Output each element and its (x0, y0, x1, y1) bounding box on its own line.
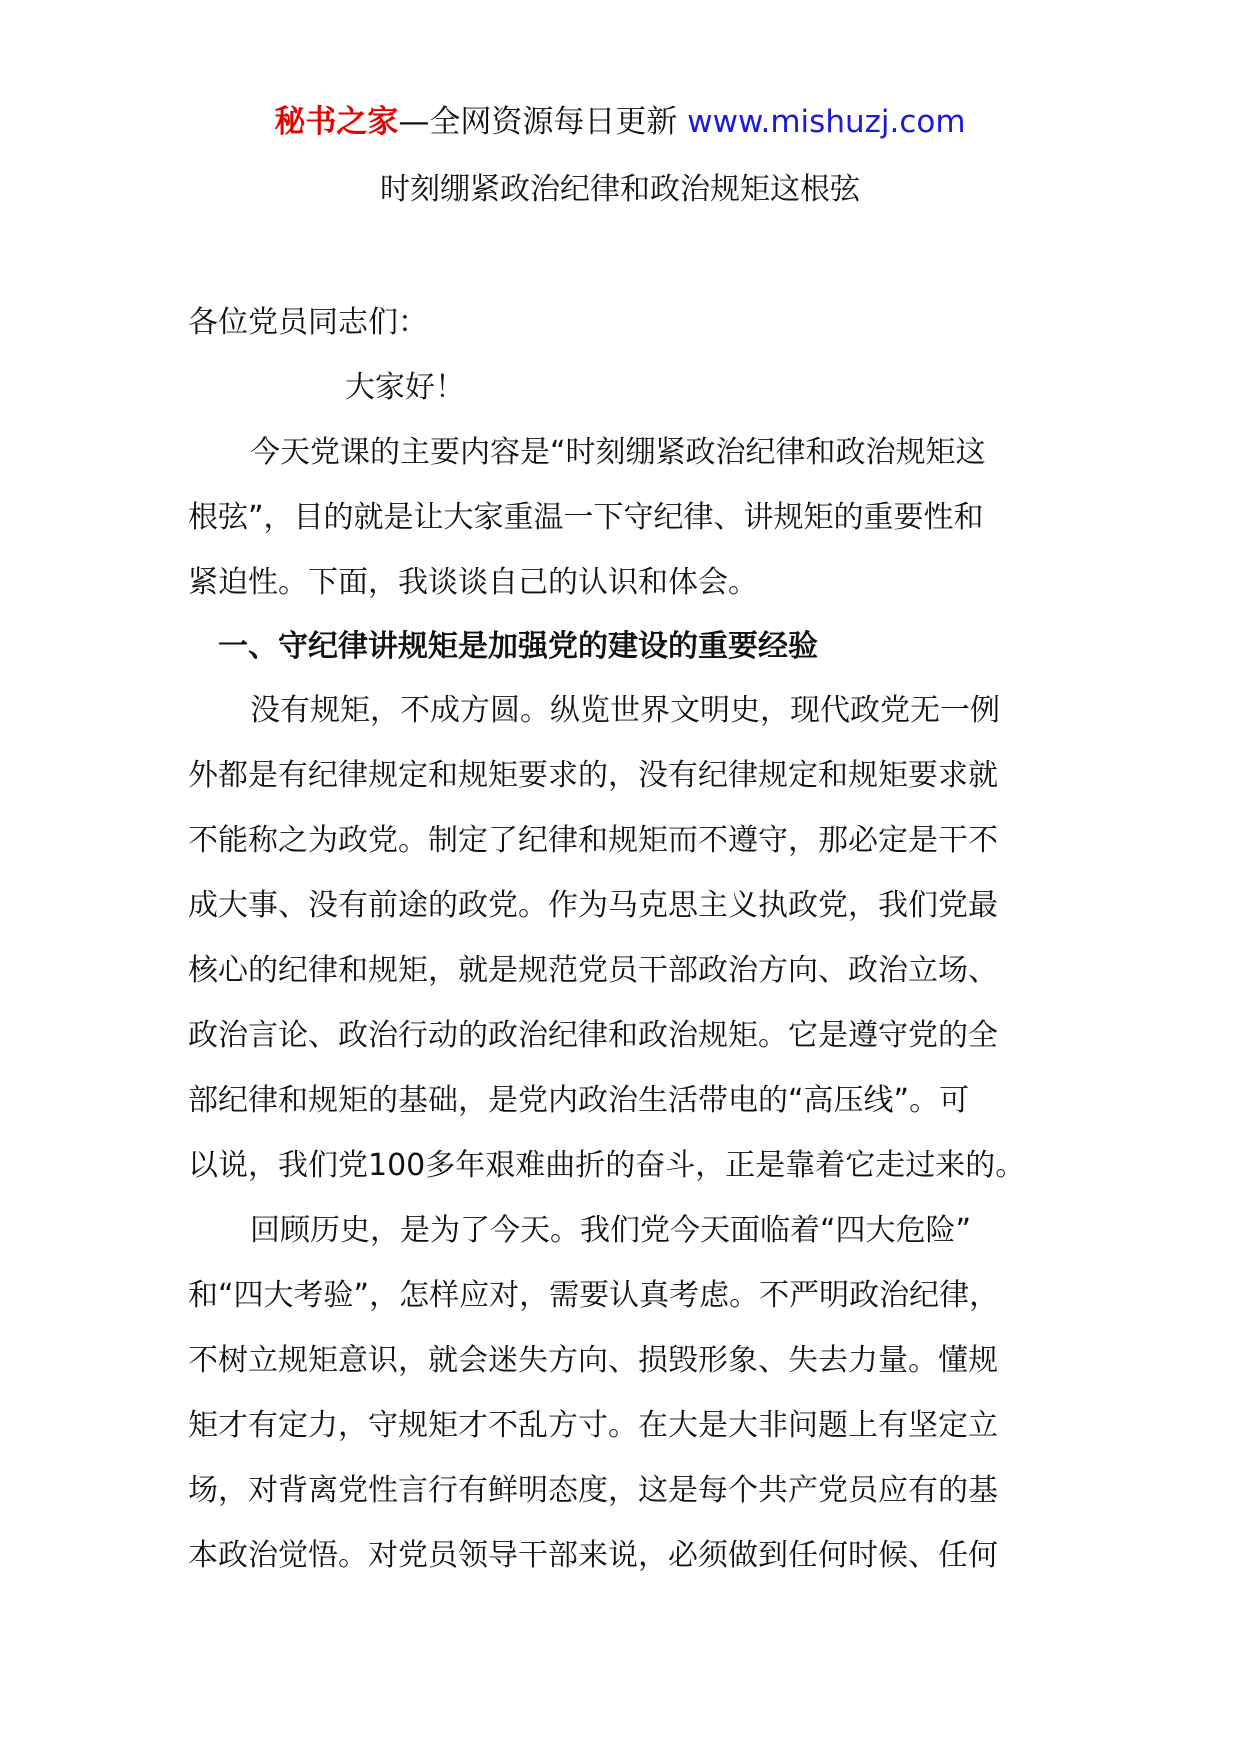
paragraph-line: 今天党课的主要内容是“时刻绷紧政治纪律和政治规矩这 (250, 435, 986, 470)
paragraph-line: 紧迫性。下面，我谈谈自己的认识和体会。 (188, 565, 758, 600)
paragraph-line: 政治言论、政治行动的政治纪律和政治规矩。它是遵守党的全 (188, 1018, 998, 1053)
site-url-link[interactable]: www.mishuzj.com (687, 104, 966, 140)
paragraph-line: 矩才有定力，守规矩才不乱方寸。在大是大非问题上有坚定立 (188, 1408, 998, 1443)
paragraph-line: 没有规矩，不成方圆。纵览世界文明史，现代政党无一例 (250, 693, 1000, 728)
paragraph-line: 回顾历史，是为了今天。我们党今天面临着“四大危险” (250, 1213, 972, 1248)
paragraph-line: 成大事、没有前途的政党。作为马克思主义执政党，我们党最 (188, 888, 998, 923)
paragraph-line: 部纪律和规矩的基础，是党内政治生活带电的“高压线”。可 (188, 1083, 970, 1118)
greeting: 大家好！ (345, 370, 465, 405)
paragraph-line: 和“四大考验”，怎样应对，需要认真考虑。不严明政治纪律， (188, 1278, 1000, 1313)
paragraph-line: 不树立规矩意识，就会迷失方向、损毁形象、失去力量。懂规 (188, 1343, 998, 1378)
document-title: 时刻绷紧政治纪律和政治规矩这根弦 (380, 172, 860, 207)
paragraph-line: 不能称之为政党。制定了纪律和规矩而不遵守，那必定是干不 (188, 823, 998, 858)
header-tagline: —全网资源每日更新 (398, 104, 678, 140)
paragraph-line: 核心的纪律和规矩，就是规范党员干部政治方向、政治立场、 (188, 953, 998, 988)
paragraph-line: 根弦”，目的就是让大家重温一下守纪律、讲规矩的重要性和 (188, 500, 984, 535)
paragraph-line: 外都是有纪律规定和规矩要求的，没有纪律规定和规矩要求就 (188, 758, 998, 793)
paragraph-line: 以说，我们党100多年艰难曲折的奋斗，正是靠着它走过来的。 (188, 1148, 1026, 1183)
section-heading: 一、守纪律讲规矩是加强党的建设的重要经验 (218, 629, 818, 664)
site-header (0, 100, 1240, 144)
paragraph-line: 场，对背离党性言行有鲜明态度，这是每个共产党员应有的基 (188, 1473, 998, 1508)
salutation: 各位党员同志们： (188, 305, 428, 340)
brand-name: 秘书之家 (274, 104, 399, 140)
paragraph-line: 本政治觉悟。对党员领导干部来说，必须做到任何时候、任何 (188, 1538, 998, 1573)
